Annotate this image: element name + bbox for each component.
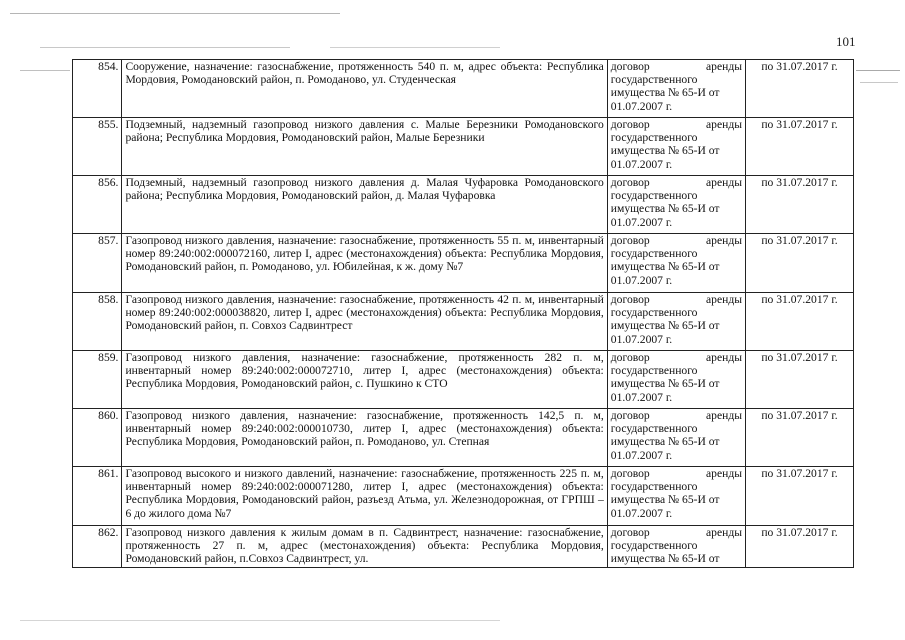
- basis-document-line: 01.07.2007 г.: [610, 157, 673, 171]
- scan-noise-line: [330, 47, 500, 48]
- basis-document-line: договор аренды: [610, 176, 743, 189]
- page-number: 101: [836, 34, 856, 49]
- basis-document: [607, 526, 745, 568]
- basis-document-line: государственного: [610, 480, 698, 494]
- basis-document-line: государственного: [610, 306, 698, 320]
- scan-noise-line: [10, 13, 340, 14]
- basis-document-line: договор аренды: [610, 409, 743, 422]
- basis-document-line: 01.07.2007 г.: [610, 506, 673, 520]
- basis-document-line: договор аренды: [610, 234, 743, 247]
- basis-document-line: государственного: [610, 422, 698, 436]
- table-row: [73, 118, 854, 176]
- object-description: Газопровод низкого давления, назначение: газоснабжение, протяженность 55 п. м, инвентарный номер 89:240:002:000072160, литер I, адрес (местонахождения) объекта: Республика Мордовия, Ромодановский район, п. Ромоданово, ул. Юбилейная, к ж. дому №7: [122, 234, 607, 293]
- row-number: 861.: [73, 467, 122, 526]
- basis-document-line: государственного: [610, 247, 698, 261]
- basis-document-line: договор аренды: [610, 60, 743, 73]
- basis-document: [607, 60, 745, 118]
- object-description: Газопровод низкого давления, назначение: газоснабжение, протяженность 42 п. м, инвентарный номер 89:240:002:000038820, литер I, адрес (местонахождения) объекта: Республика Мордовия, Ромодановский район, п. Совхоз Садвинтрест: [122, 293, 607, 351]
- scan-noise-line: [860, 82, 898, 83]
- basis-document-line: 01.07.2007 г.: [610, 448, 673, 462]
- object-description: Газопровод низкого давления, назначение: газоснабжение, протяженность 142,5 п. м, инвентарный номер 89:240:002:000010730, литер I, адрес (местонахождения) объекта: Республика Мордовия, Ромодановский район, п. Ромоданово, ул. Степная: [122, 409, 607, 467]
- term-date: по 31.07.2017 г.: [746, 467, 854, 526]
- basis-document-line: имущества № 65-И от: [610, 202, 720, 216]
- basis-document-line: 01.07.2007 г.: [610, 390, 673, 404]
- basis-document-line: 01.07.2007 г.: [610, 215, 673, 229]
- basis-document: [607, 176, 745, 234]
- basis-document-line: имущества № 65-И от: [610, 493, 720, 507]
- basis-document-line: имущества № 65-И от: [610, 144, 720, 158]
- scan-noise-line: [856, 70, 900, 71]
- basis-document-line: договор аренды: [610, 526, 743, 539]
- basis-document-line: имущества № 65-И от: [610, 319, 720, 333]
- table-row: [73, 409, 854, 467]
- object-description: Газопровод низкого давления к жилым домам в п. Садвинтрест, назначение: газоснабжение, протяженность 27 п. м, адрес (местонахождения) объекта: Республика Мордовия, Ромодановский район, п.Совхоз Садвинтрест, ул.: [122, 526, 607, 568]
- row-number: 860.: [73, 409, 122, 467]
- basis-document-line: имущества № 65-И от: [610, 552, 720, 566]
- basis-document: [607, 118, 745, 176]
- term-date: по 31.07.2017 г.: [746, 60, 854, 118]
- basis-document-line: 01.07.2007 г.: [610, 332, 673, 346]
- basis-document-line: имущества № 65-И от: [610, 435, 720, 449]
- table-row: [73, 176, 854, 234]
- table-row: [73, 60, 854, 118]
- term-date: по 31.07.2017 г.: [746, 293, 854, 351]
- row-number: 857.: [73, 234, 122, 293]
- basis-document-line: государственного: [610, 189, 698, 203]
- basis-document-line: договор аренды: [610, 118, 743, 131]
- scan-noise-line: [20, 70, 70, 71]
- basis-document: [607, 293, 745, 351]
- basis-document-line: государственного: [610, 364, 698, 378]
- term-date: по 31.07.2017 г.: [746, 526, 854, 568]
- term-date: по 31.07.2017 г.: [746, 409, 854, 467]
- table-row: [73, 467, 854, 526]
- scan-noise-line: [40, 47, 290, 48]
- scan-noise-line: [20, 620, 500, 621]
- table-row: [73, 293, 854, 351]
- object-description: Сооружение, назначение: газоснабжение, протяженность 540 п. м, адрес объекта: Республика Мордовия, Ромодановский район, п. Ромоданово, ул. Студенческая: [122, 60, 607, 118]
- basis-document-line: имущества № 65-И от: [610, 260, 720, 274]
- basis-document: [607, 409, 745, 467]
- object-description: Подземный, надземный газопровод низкого давления д. Малая Чуфаровка Ромодановского района; Республика Мордовия, Ромодановский район, д. Малая Чуфаровка: [122, 176, 607, 234]
- row-number: 854.: [73, 60, 122, 118]
- term-date: по 31.07.2017 г.: [746, 234, 854, 293]
- basis-document-line: имущества № 65-И от: [610, 377, 720, 391]
- basis-document-line: 01.07.2007 г.: [610, 273, 673, 287]
- basis-document-line: государственного: [610, 131, 698, 145]
- row-number: 862.: [73, 526, 122, 568]
- table-row: [73, 234, 854, 293]
- basis-document-line: договор аренды: [610, 467, 743, 480]
- basis-document-line: имущества № 65-И от: [610, 86, 720, 100]
- object-description: Подземный, надземный газопровод низкого давления с. Малые Березники Ромодановского района; Республика Мордовия, Ромодановский район, Малые Березники: [122, 118, 607, 176]
- term-date: по 31.07.2017 г.: [746, 176, 854, 234]
- row-number: 858.: [73, 293, 122, 351]
- table-row: [73, 351, 854, 409]
- object-description: Газопровод высокого и низкого давлений, назначение: газоснабжение, протяженность 225 п. м, инвентарный номер 89:240:002:000071280, литер I, адрес (местонахождения) объекта: Республика Мордовия, Ромодановский район, разъезд Атьма, ул. Железнодорожная, от ГРПШ – 6 до жилого дома №7: [122, 467, 607, 526]
- basis-document-line: государственного: [610, 73, 698, 87]
- basis-document: [607, 351, 745, 409]
- row-number: 856.: [73, 176, 122, 234]
- table-row: [73, 526, 854, 568]
- basis-document-line: государственного: [610, 539, 698, 553]
- row-number: 855.: [73, 118, 122, 176]
- basis-document-line: договор аренды: [610, 351, 743, 364]
- row-number: 859.: [73, 351, 122, 409]
- term-date: по 31.07.2017 г.: [746, 351, 854, 409]
- basis-document-line: договор аренды: [610, 293, 743, 306]
- property-register-table: [72, 59, 854, 568]
- term-date: по 31.07.2017 г.: [746, 118, 854, 176]
- basis-document: [607, 234, 745, 293]
- basis-document-line: 01.07.2007 г.: [610, 99, 673, 113]
- object-description: Газопровод низкого давления, назначение: газоснабжение, протяженность 282 п. м, инвентарный номер 89:240:002:000072710, литер I, адрес (местонахождения) объекта: Республика Мордовия, Ромодановский район, с. Пушкино к СТО: [122, 351, 607, 409]
- basis-document: [607, 467, 745, 526]
